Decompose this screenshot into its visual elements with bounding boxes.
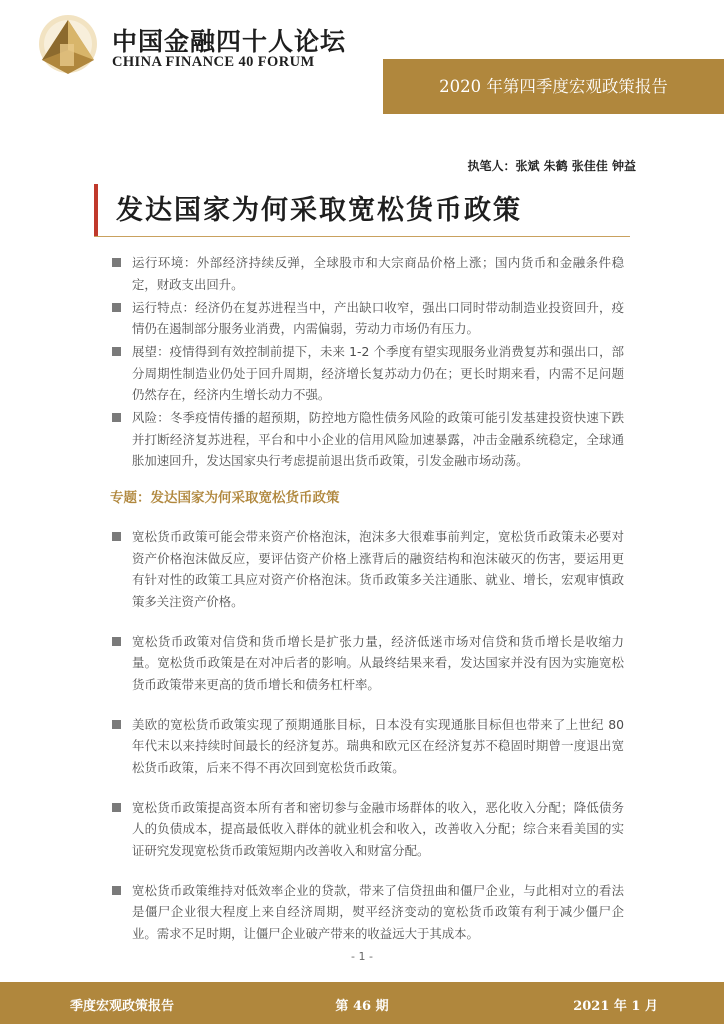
paragraph-text: 美欧的宽松货币政策实现了预期通胀目标，日本没有实现通胀目标但也带来了上世纪 80 年代末以来持续时间最长的经济复苏。瑞典和欧元区在经济复苏不稳固时期曾一度退出宽松货币政策，后来不得不再次回到宽松货币政策。 xyxy=(132,716,624,775)
cf40-logo-icon xyxy=(38,14,98,80)
page-number: - 1 - xyxy=(351,950,373,963)
square-bullet-icon xyxy=(112,413,121,422)
square-bullet-icon xyxy=(112,720,121,729)
summary-text: 运行环境：外部经济持续反弹，全球股市和大宗商品价格上涨；国内货币和金融条件稳定，财政支出回升。 xyxy=(132,255,624,292)
summary-item xyxy=(110,252,624,295)
square-bullet-icon xyxy=(112,532,121,541)
summary-text: 展望：疫情得到有效控制前提下，未来 1-2 个季度有望实现服务业消费复苏和强出口，部分周期性制造业仍处于回升周期，经济增长复苏动力仍在；更长时期来看，内需不足问题仍然存在，经济内生增长动力不强。 xyxy=(132,344,624,402)
footer-date: 2021 年 1 月 xyxy=(573,999,658,1014)
paragraph-text: 宽松货币政策维持对低效率企业的贷款，带来了信贷扭曲和僵尸企业，与此相对立的看法是僵尸企业很大程度上来自经济周期，熨平经济变动的宽松货币政策有利于减少僵尸企业。需求不足时期，让僵尸企业破产带来的收益远大于其成本。 xyxy=(132,882,624,941)
square-bullet-icon xyxy=(112,258,121,267)
paragraph-text: 宽松货币政策可能会带来资产价格泡沫，泡沫多大很难事前判定，宽松货币政策未必要对资产价格泡沫做反应，要评估资产价格上涨背后的融资结构和泡沫破灭的伤害，要运用更有针对性的政策工具应对资产价格泡沫。货币政策多关注通胀、就业、增长，宏观审慎政策多关注资产价格。 xyxy=(132,529,624,609)
authors-line: 执笔人：张斌 朱鹤 张佳佳 钟益 xyxy=(467,159,636,173)
summary-text: 风险：冬季疫情传播的超预期，防控地方隐性债务风险的政策可能引发基建投资快速下跌并打断经济复苏进程，平台和中小企业的信用风险加速暴露，冲击金融系统稳定，全球通胀加速回升，发达国家央行考虑提前退出货币政策，引发金融市场动荡。 xyxy=(132,410,624,468)
title-accent-bar xyxy=(94,184,98,236)
report-title-banner: 2020 年第四季度宏观政策报告 xyxy=(383,59,724,114)
summary-item xyxy=(110,407,624,472)
section-paragraph xyxy=(110,880,624,945)
summary-item xyxy=(110,297,624,340)
square-bullet-icon xyxy=(112,637,121,646)
logo-chinese-name: 中国金融四十人论坛 xyxy=(112,27,347,56)
square-bullet-icon xyxy=(112,347,121,356)
section-heading: 专题：发达国家为何采取宽松货币政策 xyxy=(110,490,340,506)
summary-item xyxy=(110,341,624,406)
square-bullet-icon xyxy=(112,886,121,895)
square-bullet-icon xyxy=(112,803,121,812)
footer-publication: 季度宏观政策报告 xyxy=(70,999,175,1014)
section-paragraph xyxy=(110,714,624,779)
section-paragraph xyxy=(110,797,624,862)
section-paragraph xyxy=(110,526,624,612)
page-footer xyxy=(0,982,724,1024)
logo-english-name: CHINA FINANCE 40 FORUM xyxy=(112,54,315,70)
section-body xyxy=(110,526,624,963)
summary-text: 运行特点：经济仍在复苏进程当中，产出缺口收窄，强出口同时带动制造业投资回升，疫情仍在遏制部分服务业消费，内需偏弱，劳动力市场仍有压力。 xyxy=(132,299,624,336)
section-paragraph xyxy=(110,631,624,696)
title-divider xyxy=(94,236,630,237)
paragraph-text: 宽松货币政策对信贷和货币增长是扩张力量，经济低迷市场对信贷和货币增长是收缩力量。宽松货币政策是在对冲后者的影响。从最终结果来看，发达国家并没有因为实施宽松货币政策带来更高的货币增长和债务杠杆率。 xyxy=(132,633,624,692)
page-title: 发达国家为何采取宽松货币政策 xyxy=(116,195,522,226)
page-header xyxy=(0,0,724,118)
footer-issue: 第 46 期 xyxy=(335,999,389,1014)
paragraph-text: 宽松货币政策提高资本所有者和密切参与金融市场群体的收入，恶化收入分配；降低债务人的负债成本，提高最低收入群体的就业机会和收入，改善收入分配；综合来看美国的实证研究发现宽松货币政策短期内改善收入和财富分配。 xyxy=(132,799,624,858)
summary-list xyxy=(110,252,624,473)
square-bullet-icon xyxy=(112,303,121,312)
